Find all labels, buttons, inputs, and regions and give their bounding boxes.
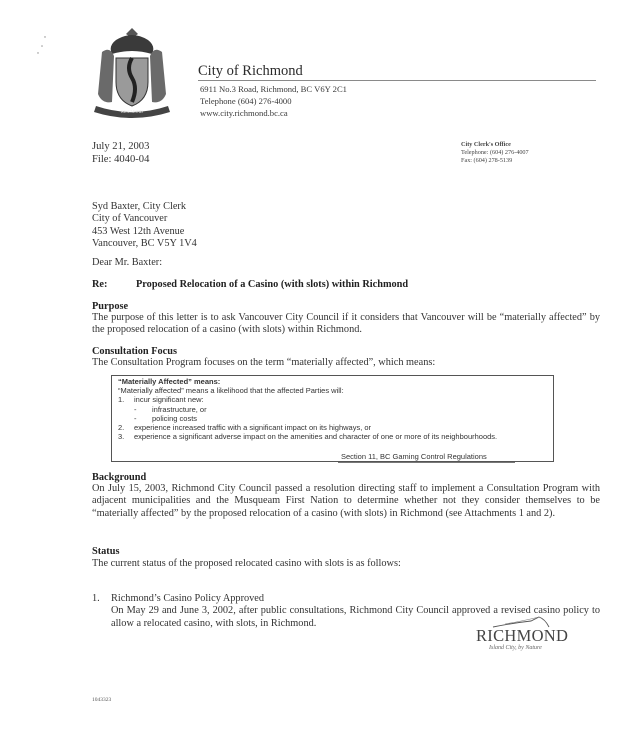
status-item-body: On May 29 and June 3, 2002, after public consultations, Richmond City Council approved a revised casino policy to allow a relocated casino, with slots, in Richmond. [111,605,600,629]
office-title: City Clerk's Office [461,141,511,148]
office-telephone: Telephone: (604) 276-4007 [461,149,529,156]
subject-text: Proposed Relocation of a Casino (with slots) within Richmond [136,279,409,290]
background-heading: Background [92,472,147,483]
organization-telephone: Telephone (604) 276-4000 [200,96,292,106]
definition-box [111,375,554,462]
city-crest-icon [86,22,178,122]
definition-item [118,395,553,404]
purpose-heading: Purpose [92,301,129,312]
definition-subitem [118,414,553,423]
subject-line [92,279,408,290]
subitem-text: policing costs [152,413,198,423]
richmond-logo-wordmark: RICHMOND [476,626,569,645]
dash-bullet: - [134,413,137,423]
recipient-organization: City of Vancouver [92,213,168,225]
scan-specks [30,34,60,64]
definition-source: Section 11, BC Gaming Control Regulations [341,452,487,461]
organization-address: 6911 No.3 Road, Richmond, BC V6Y 2C1 [200,84,347,94]
consultation-body: The Consultation Program focuses on the term “materially affected”, which means: [92,357,436,368]
consultation-heading: Consultation Focus [92,346,177,357]
purpose-body: The purpose of this letter is to ask Vancouver City Council if it considers that Vancouver will be “materially affected” by the proposed relocation of a casino (with slots) within Richmond. [92,312,600,336]
status-item-number: 1. [92,593,100,604]
item-text: experience increased traffic with a significant impact on its highways, or [134,423,372,433]
item-number: 2. [118,423,125,433]
recipient-city: Vancouver, BC V5Y 1V4 [92,238,197,250]
status-body: The current status of the proposed relocated casino with slots is as follows: [92,558,401,569]
file-number: File: 4040-04 [92,154,150,165]
recipient-name: Syd Baxter, City Clerk [92,201,186,212]
subitem-text: infrastructure, or [152,404,207,414]
item-number: 3. [118,432,125,442]
item-number: 1. [118,395,125,405]
letterhead-divider [198,80,596,81]
richmond-logo-tagline: Island City, by Nature [489,645,542,651]
definition-item [118,423,553,432]
salutation: Dear Mr. Baxter: [92,257,163,268]
definition-item [118,432,553,441]
background-body: On July 15, 2003, Richmond City Council passed a resolution directing staff to implement a Consultation Program with adjacent municipalities and the Musqueam First Nation to determine whether not they consider themselves to be “materially affected” by the proposed relocation of a casino (with slots) in Richmond (see Attachments 1 and 2). [92,483,600,519]
item-text: incur significant new: [134,395,204,405]
definition-subitem [118,405,553,414]
status-item-title: Richmond’s Casino Policy Approved [111,593,265,604]
subject-label: Re: [92,279,108,290]
office-contact [461,141,529,165]
letter-meta [92,140,149,166]
dash-bullet: - [134,404,137,414]
document-number: 1043323 [92,697,112,703]
organization-name: City of Richmond [198,63,303,79]
definition-title: “Materially Affected” means: [118,377,221,386]
item-text: experience a significant adverse impact on the amenities and character of one or more of its neighbourhoods. [134,432,498,442]
office-fax: Fax: (604) 278-5139 [461,157,513,164]
organization-website[interactable]: www.city.richmond.bc.ca [200,108,288,118]
recipient-street: 453 West 12th Avenue [92,225,185,237]
source-underline [338,462,515,463]
svg-text:RICHMOND: RICHMOND [121,109,143,114]
recipient-address [92,201,197,251]
letter-date: July 21, 2003 [92,141,150,152]
definition-intro: “Materially affected” means a likelihood that the affected Parties will: [118,386,344,396]
status-heading: Status [92,546,120,557]
